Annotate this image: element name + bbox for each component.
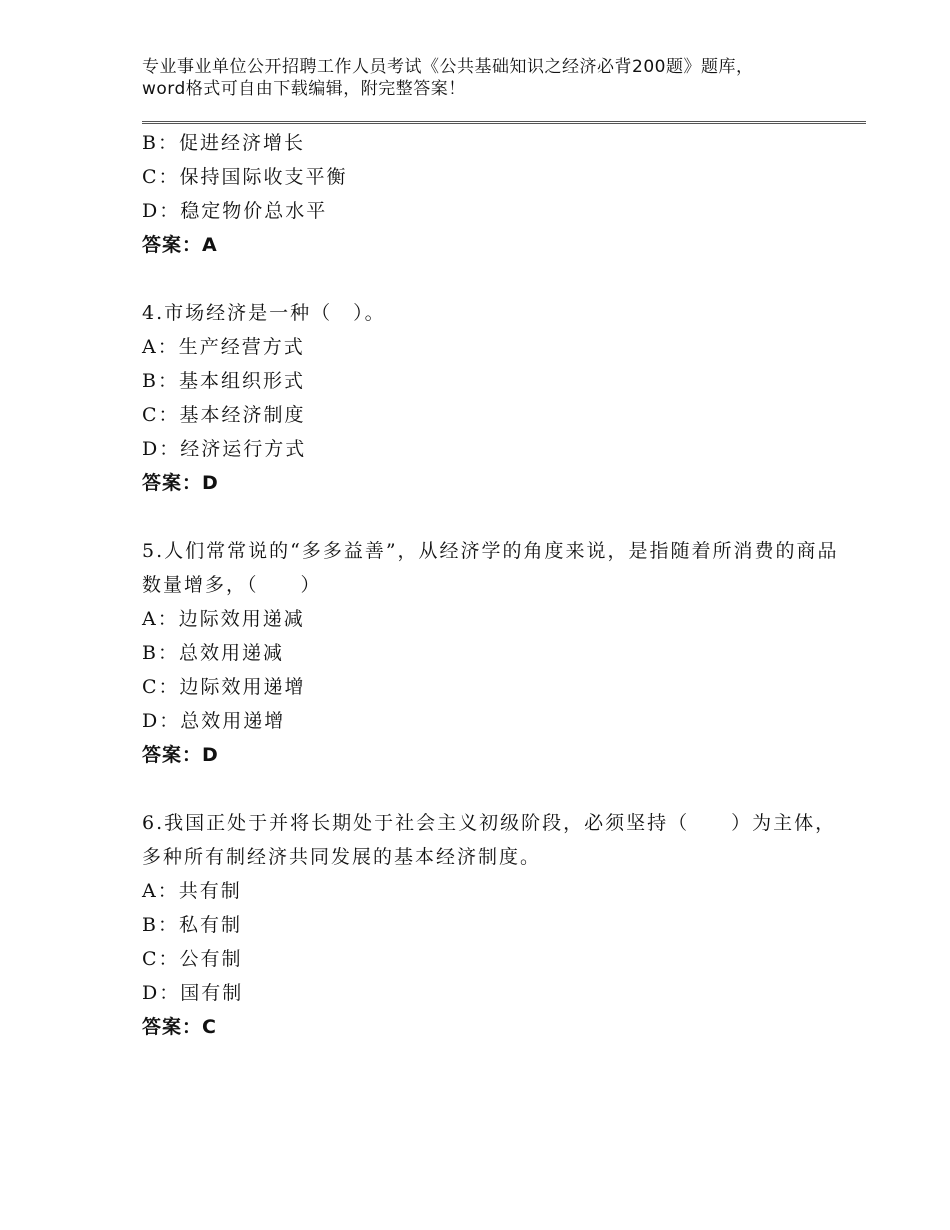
question-text: 4.市场经济是一种（ ）。 (142, 302, 386, 324)
answer: 答案：D (142, 472, 219, 494)
document-header: 专业事业单位公开招聘工作人员考试《公共基础知识之经济必背200题》题库，word格式可自由下载编辑，附完整答案！ (142, 57, 754, 99)
header-divider (142, 121, 866, 124)
question-text: 5.人们常常说的“多多益善”，从经济学的角度来说，是指随着所消费的商品数量增多，（ ） (142, 540, 839, 596)
option-b: B：基本组织形式 (142, 370, 305, 392)
option-c: C：保持国际收支平衡 (142, 166, 348, 188)
option-a: A：共有制 (142, 880, 242, 902)
answer: 答案：D (142, 744, 219, 766)
option-c: C：基本经济制度 (142, 404, 306, 426)
option-d: D：国有制 (142, 982, 244, 1004)
option-c: C：边际效用递增 (142, 676, 306, 698)
answer: 答案：C (142, 1016, 217, 1038)
document-body (142, 126, 842, 1044)
option-b: B：促进经济增长 (142, 132, 305, 154)
option-d: D：稳定物价总水平 (142, 200, 328, 222)
spacer (142, 262, 842, 296)
question-text: 6.我国正处于并将长期处于社会主义初级阶段，必须坚持（ ）为主体，多种所有制经济共同发展的基本经济制度。 (142, 812, 837, 868)
spacer (142, 500, 842, 534)
option-a: A：边际效用递减 (142, 608, 305, 630)
option-b: B：总效用递减 (142, 642, 284, 664)
option-d: D：经济运行方式 (142, 438, 307, 460)
option-c: C：公有制 (142, 948, 243, 970)
option-b: B：私有制 (142, 914, 242, 936)
option-a: A：生产经营方式 (142, 336, 305, 358)
question-4 (142, 296, 842, 500)
option-d: D：总效用递增 (142, 710, 286, 732)
question-6 (142, 806, 842, 1044)
question-5 (142, 534, 842, 772)
answer: 答案：A (142, 234, 218, 256)
spacer (142, 772, 842, 806)
question-3-fragment (142, 126, 842, 262)
